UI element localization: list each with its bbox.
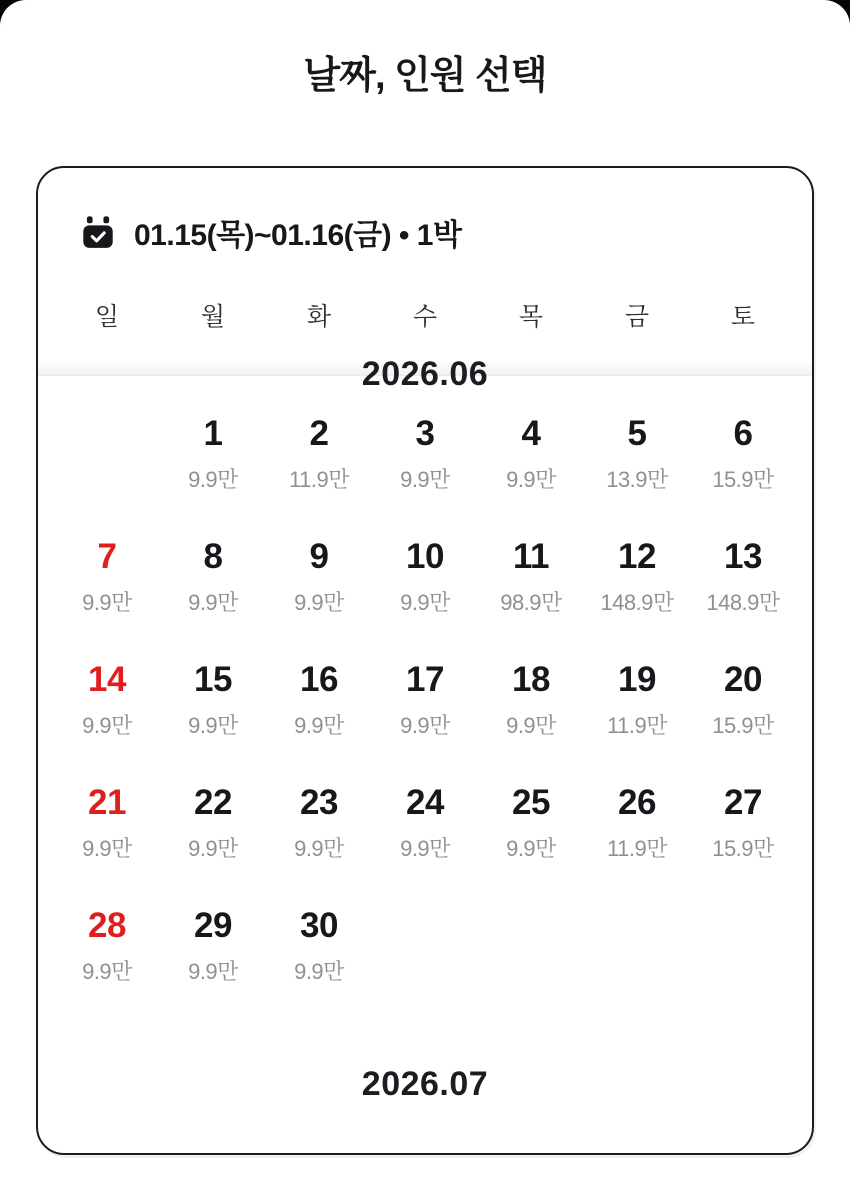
calendar-day-cell[interactable] bbox=[54, 903, 160, 1026]
weekday-tue: 화 bbox=[306, 303, 332, 331]
calendar-day-cell[interactable] bbox=[266, 411, 372, 534]
day-number: 9 bbox=[309, 537, 329, 576]
calendar-empty-cell bbox=[690, 903, 796, 1026]
day-number: 7 bbox=[97, 537, 117, 576]
day-number: 16 bbox=[300, 660, 338, 699]
calendar-day-cell[interactable] bbox=[266, 903, 372, 1026]
date-range-label: 01.15(목)~01.16(금) • 1박 bbox=[134, 219, 462, 252]
calendar-day-cell[interactable] bbox=[266, 534, 372, 657]
calendar-day-cell[interactable] bbox=[478, 411, 584, 534]
next-month-label: 2026.07 bbox=[361, 1065, 489, 1103]
calendar-day-cell[interactable] bbox=[160, 534, 266, 657]
month-label: 2026.06 bbox=[361, 355, 489, 393]
day-number: 5 bbox=[627, 414, 647, 453]
weekday-thu: 목 bbox=[518, 303, 544, 331]
calendar-day-cell[interactable] bbox=[54, 534, 160, 657]
calendar-empty-cell bbox=[584, 903, 690, 1026]
calendar-day-cell[interactable] bbox=[372, 411, 478, 534]
day-price: 9.9만 bbox=[82, 590, 132, 615]
selected-date-range[interactable] bbox=[38, 168, 812, 254]
day-price: 9.9만 bbox=[188, 836, 238, 861]
calendar-day-cell[interactable] bbox=[478, 780, 584, 903]
day-price: 15.9만 bbox=[712, 836, 774, 861]
calendar-empty-cell bbox=[54, 411, 160, 534]
weekday-wed: 수 bbox=[412, 303, 438, 331]
calendar-day-cell[interactable] bbox=[690, 534, 796, 657]
day-price: 9.9만 bbox=[82, 959, 132, 984]
day-price: 9.9만 bbox=[294, 590, 344, 615]
calendar-day-cell[interactable] bbox=[266, 657, 372, 780]
current-month-label-clipped bbox=[38, 352, 812, 393]
day-price: 9.9만 bbox=[294, 836, 344, 861]
day-price: 148.9만 bbox=[600, 590, 674, 615]
calendar-day-cell[interactable] bbox=[584, 657, 690, 780]
day-number: 14 bbox=[88, 660, 126, 699]
calendar-day-cell[interactable] bbox=[54, 657, 160, 780]
weekday-sat: 토 bbox=[730, 303, 756, 331]
day-price: 15.9만 bbox=[712, 713, 774, 738]
calendar-day-cell[interactable] bbox=[690, 411, 796, 534]
day-price: 9.9만 bbox=[294, 959, 344, 984]
day-price: 9.9만 bbox=[188, 713, 238, 738]
day-price: 11.9만 bbox=[607, 713, 667, 738]
day-number: 6 bbox=[733, 414, 753, 453]
day-price: 98.9만 bbox=[500, 590, 562, 615]
day-number: 1 bbox=[203, 414, 223, 453]
day-price: 9.9만 bbox=[506, 467, 556, 492]
day-number: 30 bbox=[300, 906, 338, 945]
calendar-day-cell[interactable] bbox=[478, 657, 584, 780]
day-number: 27 bbox=[724, 783, 762, 822]
weekday-fri: 금 bbox=[624, 303, 650, 331]
calendar-day-cell[interactable] bbox=[690, 657, 796, 780]
day-number: 3 bbox=[415, 414, 435, 453]
day-price: 13.9만 bbox=[606, 467, 668, 492]
calendar-day-cell[interactable] bbox=[372, 534, 478, 657]
day-price: 148.9만 bbox=[706, 590, 780, 615]
calendar-day-cell[interactable] bbox=[690, 780, 796, 903]
calendar-day-cell[interactable] bbox=[160, 780, 266, 903]
calendar-day-cell[interactable] bbox=[584, 780, 690, 903]
calendar-day-cell[interactable] bbox=[54, 780, 160, 903]
weekday-sun: 일 bbox=[94, 303, 120, 331]
day-price: 9.9만 bbox=[400, 590, 450, 615]
day-number: 29 bbox=[194, 906, 232, 945]
calendar-check-icon bbox=[80, 214, 116, 250]
day-number: 20 bbox=[724, 660, 762, 699]
day-price: 9.9만 bbox=[82, 713, 132, 738]
day-price: 9.9만 bbox=[506, 836, 556, 861]
calendar-day-cell[interactable] bbox=[266, 780, 372, 903]
day-number: 12 bbox=[618, 537, 656, 576]
calendar-day-cell[interactable] bbox=[160, 903, 266, 1026]
day-price: 9.9만 bbox=[400, 467, 450, 492]
day-price: 11.9만 bbox=[607, 836, 667, 861]
day-number: 23 bbox=[300, 783, 338, 822]
day-price: 9.9만 bbox=[82, 836, 132, 861]
day-price: 9.9만 bbox=[188, 467, 238, 492]
day-price: 9.9만 bbox=[400, 713, 450, 738]
day-price: 15.9만 bbox=[712, 467, 774, 492]
weekday-mon: 월 bbox=[200, 303, 226, 331]
day-number: 21 bbox=[88, 783, 126, 822]
day-number: 10 bbox=[406, 537, 444, 576]
calendar-scroll-area[interactable] bbox=[38, 352, 812, 1107]
day-price: 9.9만 bbox=[400, 836, 450, 861]
calendar-empty-cell bbox=[478, 903, 584, 1026]
day-number: 18 bbox=[512, 660, 550, 699]
calendar-day-cell[interactable] bbox=[584, 534, 690, 657]
day-number: 17 bbox=[406, 660, 444, 699]
day-price: 9.9만 bbox=[188, 590, 238, 615]
day-number: 13 bbox=[724, 537, 762, 576]
calendar-day-cell[interactable] bbox=[478, 534, 584, 657]
day-number: 4 bbox=[521, 414, 541, 453]
weekday-header bbox=[38, 300, 812, 334]
day-number: 24 bbox=[406, 783, 444, 822]
date-picker-card bbox=[36, 166, 814, 1155]
calendar-day-cell[interactable] bbox=[372, 657, 478, 780]
day-number: 22 bbox=[194, 783, 232, 822]
day-number: 28 bbox=[88, 906, 126, 945]
calendar-day-cell[interactable] bbox=[372, 780, 478, 903]
day-number: 15 bbox=[194, 660, 232, 699]
calendar-day-cell[interactable] bbox=[160, 411, 266, 534]
day-number: 2 bbox=[309, 414, 329, 453]
calendar-day-cell[interactable] bbox=[584, 411, 690, 534]
day-price: 11.9만 bbox=[289, 467, 349, 492]
day-price: 9.9만 bbox=[294, 713, 344, 738]
day-number: 8 bbox=[203, 537, 223, 576]
page-title: 날짜, 인원 선택 bbox=[303, 55, 547, 97]
day-number: 25 bbox=[512, 783, 550, 822]
day-number: 11 bbox=[513, 537, 549, 576]
day-number: 19 bbox=[618, 660, 656, 699]
day-price: 9.9만 bbox=[188, 959, 238, 984]
calendar-day-cell[interactable] bbox=[160, 657, 266, 780]
day-number: 26 bbox=[618, 783, 656, 822]
calendar-grid bbox=[38, 411, 812, 1026]
calendar-empty-cell bbox=[372, 903, 478, 1026]
day-price: 9.9만 bbox=[506, 713, 556, 738]
